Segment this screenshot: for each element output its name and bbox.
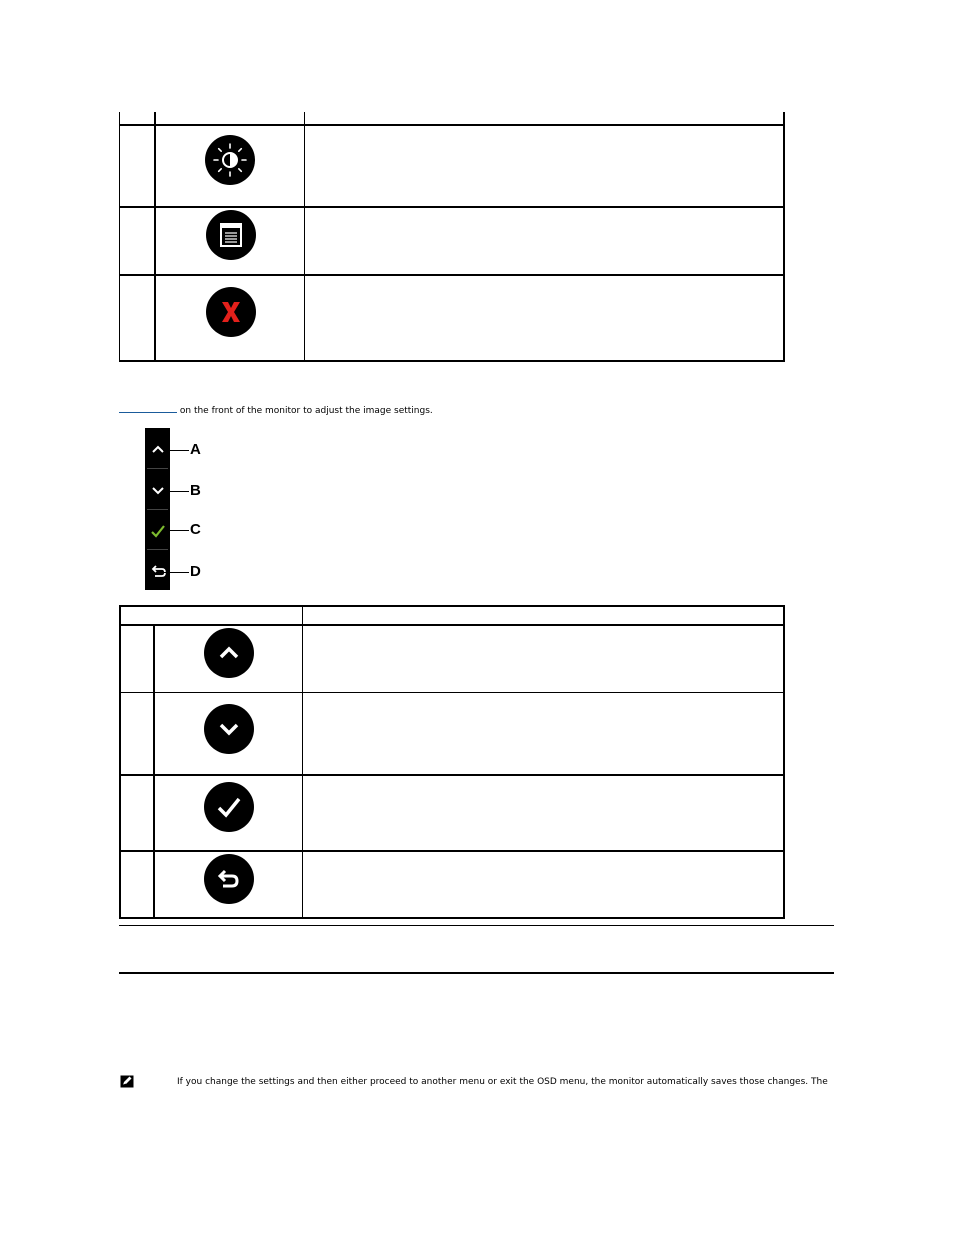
table-1-col-divider-1 [154, 112, 156, 362]
section-rule-thick [119, 972, 834, 974]
menu-icon [206, 210, 256, 260]
callout-label-a: A [190, 441, 201, 458]
table-2-col-divider-2 [302, 605, 303, 919]
table-2-row-divider [119, 692, 785, 693]
table-2-col-divider-1 [153, 624, 155, 919]
note-icon [120, 1075, 134, 1088]
table-2-header-divider [119, 624, 785, 626]
chevron-up-icon [151, 444, 165, 454]
callout-line-b [163, 491, 189, 492]
note-text: If you change the settings and then either proceed to another menu or exit the OSD menu, the monitor automatically saves those changes. The [177, 1077, 828, 1087]
exit-icon [206, 287, 256, 337]
table-2-row-divider [119, 774, 785, 776]
intro-sentence: on the front of the monitor to adjust the image settings. [179, 406, 433, 416]
panel-separator [147, 509, 168, 510]
callout-label-d: D [190, 563, 201, 580]
table-1-row-divider [119, 206, 785, 208]
up-icon [204, 628, 254, 678]
table-1-row-divider [119, 274, 785, 276]
section-rule [119, 925, 834, 926]
table-1-col-divider-2 [304, 112, 305, 362]
table-2-top-border [119, 605, 785, 607]
back-icon [151, 564, 167, 578]
brightness-contrast-icon [205, 135, 255, 185]
table-2-right-border [783, 605, 785, 919]
table-1-bottom-border [119, 360, 785, 362]
callout-label-b: B [190, 482, 201, 499]
panel-separator [147, 468, 168, 469]
table-2-left-border [119, 605, 121, 919]
callout-line-a [163, 450, 189, 451]
intro-paragraph [119, 403, 719, 417]
callout-label-c: C [190, 521, 201, 538]
callout-line-c [163, 530, 189, 531]
table-2-row-divider [119, 850, 785, 852]
table-1-row-divider [119, 124, 785, 126]
back-icon [204, 854, 254, 904]
callout-line-d [163, 572, 189, 573]
table-1-left-border [119, 112, 120, 362]
ok-icon [204, 782, 254, 832]
down-icon [204, 704, 254, 754]
table-2-bottom-border [119, 917, 785, 919]
checkmark-icon [150, 524, 166, 538]
panel-separator [147, 549, 168, 550]
intro-link[interactable] [119, 403, 177, 413]
table-1-right-border [783, 112, 785, 362]
